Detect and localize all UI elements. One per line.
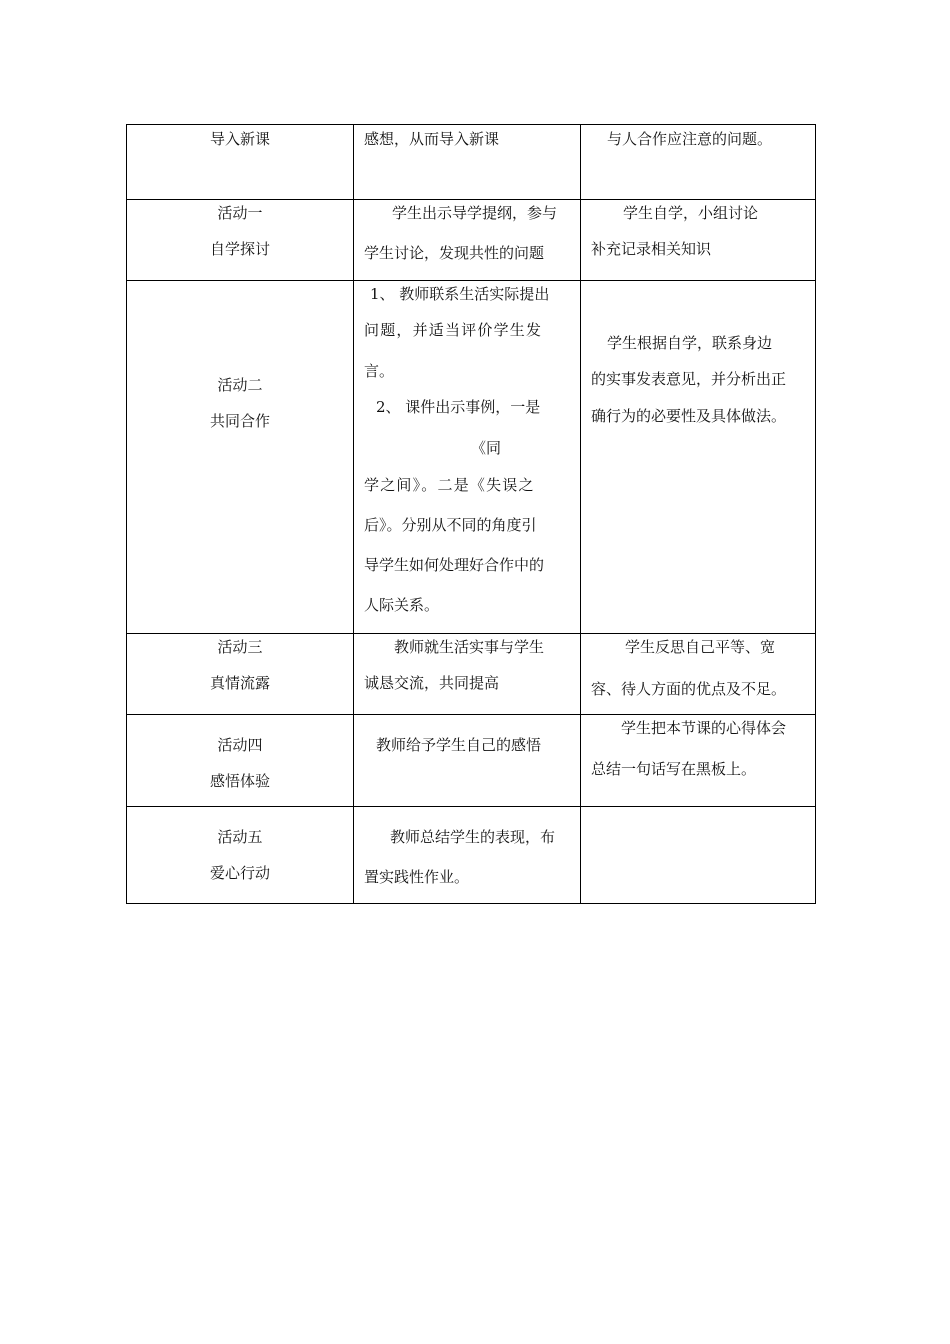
- student-text: 与人合作应注意的问题。: [607, 130, 773, 148]
- student-cell: [581, 807, 816, 904]
- teacher-cell: [354, 634, 581, 715]
- stage-cell: [127, 807, 354, 904]
- student-text: 容、待人方面的优点及不足。: [591, 680, 787, 698]
- lesson-plan-table: [126, 124, 816, 904]
- teacher-text: 学生讨论，发现共性的问题: [364, 244, 545, 262]
- student-cell: [581, 125, 816, 200]
- teacher-text: 学之间》。二是《失误之: [364, 476, 535, 494]
- stage-label: 活动四: [217, 736, 263, 754]
- stage-title: 自学探讨: [209, 240, 270, 258]
- teacher-text: 1、 教师联系生活实际提出: [370, 285, 550, 303]
- teacher-text: 感想，从而导入新课: [364, 130, 500, 148]
- table-row: [127, 125, 816, 200]
- student-text: 补充记录相关知识: [591, 240, 712, 258]
- student-text: 学生反思自己平等、宽: [625, 638, 776, 656]
- teacher-text: 人际关系。: [364, 596, 440, 614]
- stage-label: 活动二: [217, 376, 263, 394]
- stage-cell: [127, 125, 354, 200]
- table-row: [127, 715, 816, 807]
- table-row: [127, 200, 816, 281]
- student-cell: [581, 200, 816, 281]
- teacher-text: 教师给予学生自己的感悟: [376, 736, 542, 754]
- teacher-text: 诚恳交流，共同提高: [364, 674, 500, 692]
- student-text: 学生把本节课的心得体会: [621, 719, 787, 737]
- stage-title: 真情流露: [209, 674, 270, 692]
- stage-label: 导入新课: [209, 130, 270, 148]
- stage-title: 感悟体验: [209, 772, 270, 790]
- teacher-cell: [354, 807, 581, 904]
- table-row: [127, 281, 816, 634]
- teacher-text: 教师总结学生的表现，布: [390, 828, 556, 846]
- student-cell: [581, 281, 816, 634]
- student-text: 学生根据自学，联系身边: [607, 334, 773, 352]
- student-text: 的实事发表意见，并分析出正: [591, 370, 787, 388]
- teacher-cell: [354, 200, 581, 281]
- stage-label: 活动一: [217, 204, 263, 222]
- stage-label: 活动五: [217, 828, 263, 846]
- stage-cell: [127, 200, 354, 281]
- teacher-cell: [354, 125, 581, 200]
- teacher-text: 教师就生活实事与学生: [394, 638, 545, 656]
- teacher-text: 《同: [471, 439, 502, 457]
- student-cell: [581, 634, 816, 715]
- teacher-text: 置实践性作业。: [364, 868, 470, 886]
- teacher-text: 后》。分别从不同的角度引: [364, 516, 537, 534]
- student-cell: [581, 715, 816, 807]
- teacher-text: 学生出示导学提纲，参与: [392, 204, 558, 222]
- student-text: 确行为的必要性及具体做法。: [591, 407, 787, 425]
- table-row: [127, 807, 816, 904]
- stage-cell: [127, 281, 354, 634]
- teacher-text: 言。: [364, 362, 395, 380]
- stage-cell: [127, 634, 354, 715]
- teacher-text: 2、 课件出示事例，一是: [376, 398, 541, 416]
- student-text: 总结一句话写在黑板上。: [591, 760, 757, 778]
- stage-cell: [127, 715, 354, 807]
- teacher-cell: [354, 715, 581, 807]
- table-row: [127, 634, 816, 715]
- teacher-cell: [354, 281, 581, 634]
- teacher-text: 导学生如何处理好合作中的: [364, 556, 545, 574]
- stage-title: 爱心行动: [209, 864, 270, 882]
- teacher-text: 问题，并适当评价学生发: [364, 321, 543, 339]
- student-text: 学生自学，小组讨论: [623, 204, 759, 222]
- stage-label: 活动三: [217, 638, 263, 656]
- stage-title: 共同合作: [209, 412, 270, 430]
